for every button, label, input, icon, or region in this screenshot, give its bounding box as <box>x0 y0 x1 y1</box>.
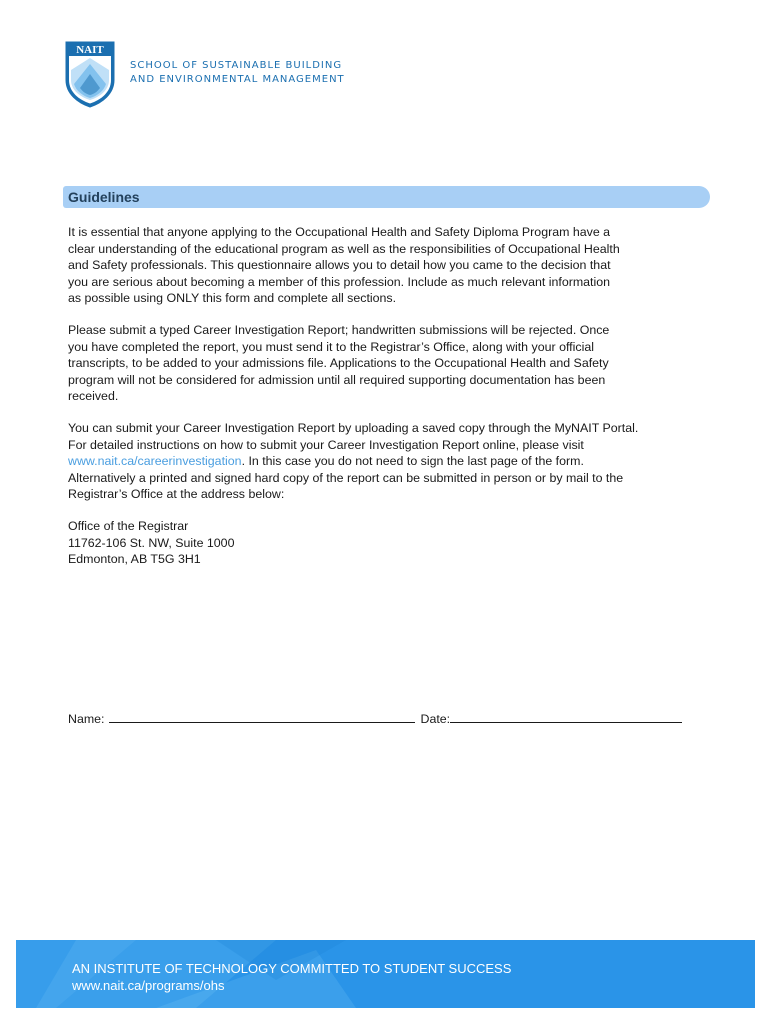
career-investigation-link[interactable]: www.nait.ca/careerinvestigation <box>68 454 242 469</box>
address-line: 11762-106 St. NW, Suite 1000 <box>68 535 235 550</box>
date-label: Date: <box>420 712 451 726</box>
text-line: transcripts, to be added to your admissions file. Applications to the Occupational Health and Safety <box>68 356 609 371</box>
signature-row <box>68 711 682 727</box>
school-name <box>130 59 345 87</box>
address-line: Edmonton, AB T5G 3H1 <box>68 552 201 567</box>
guidelines-paragraph-2 <box>68 322 609 405</box>
text-line: you are serious about becoming a member of this profession. Include as much relevant information <box>68 274 611 289</box>
school-name-line1: SCHOOL OF SUSTAINABLE BUILDING <box>130 60 343 71</box>
date-field[interactable] <box>450 711 682 723</box>
text-line <box>68 453 638 470</box>
address-line: Office of the Registrar <box>68 519 189 533</box>
text-line: Registrar’s Office at the address below: <box>68 487 285 502</box>
guidelines-paragraph-1 <box>68 224 620 307</box>
name-field[interactable] <box>109 711 415 723</box>
text-line: program will not be considered for admission until all required supporting documentation has been <box>68 372 606 387</box>
footer-banner <box>16 940 755 1008</box>
section-header-bar <box>63 186 710 208</box>
school-name-line2: AND ENVIRONMENTAL MANAGEMENT <box>130 74 345 85</box>
link-trailing-text: . In this case you do not need to sign the last page of the form. <box>241 454 584 469</box>
name-label: Name: <box>68 712 105 726</box>
footer-url[interactable]: www.nait.ca/programs/ohs <box>72 978 225 993</box>
footer-text <box>72 960 511 994</box>
svg-text:NAIT: NAIT <box>76 44 104 56</box>
text-line: you have completed the report, you must send it to the Registrar’s Office, along with your official <box>68 339 594 354</box>
text-line: received. <box>68 389 119 404</box>
nait-logo <box>64 40 116 108</box>
text-line: clear understanding of the educational program as well as the responsibilities of Occupational Health <box>68 241 620 256</box>
text-line: You can submit your Career Investigation Report by uploading a saved copy through the MyNAIT Portal. <box>68 421 639 435</box>
section-title: Guidelines <box>68 189 140 205</box>
footer-tagline: AN INSTITUTE OF TECHNOLOGY COMMITTED TO STUDENT SUCCESS <box>72 961 512 976</box>
guidelines-paragraph-3 <box>68 420 638 503</box>
text-line: For detailed instructions on how to submit your Career Investigation Report online, please visit <box>68 437 584 452</box>
registrar-address <box>68 518 234 568</box>
text-line: Please submit a typed Career Investigation Report; handwritten submissions will be rejected. Once <box>68 323 610 337</box>
text-line: Alternatively a printed and signed hard copy of the report can be submitted in person or by mail to the <box>68 470 624 485</box>
nait-shield-icon <box>64 40 116 108</box>
text-line: It is essential that anyone applying to the Occupational Health and Safety Diploma Program have a <box>68 225 611 239</box>
text-line: and Safety professionals. This questionnaire allows you to detail how you came to the decision that <box>68 258 611 273</box>
text-line: as possible using ONLY this form and complete all sections. <box>68 291 397 306</box>
